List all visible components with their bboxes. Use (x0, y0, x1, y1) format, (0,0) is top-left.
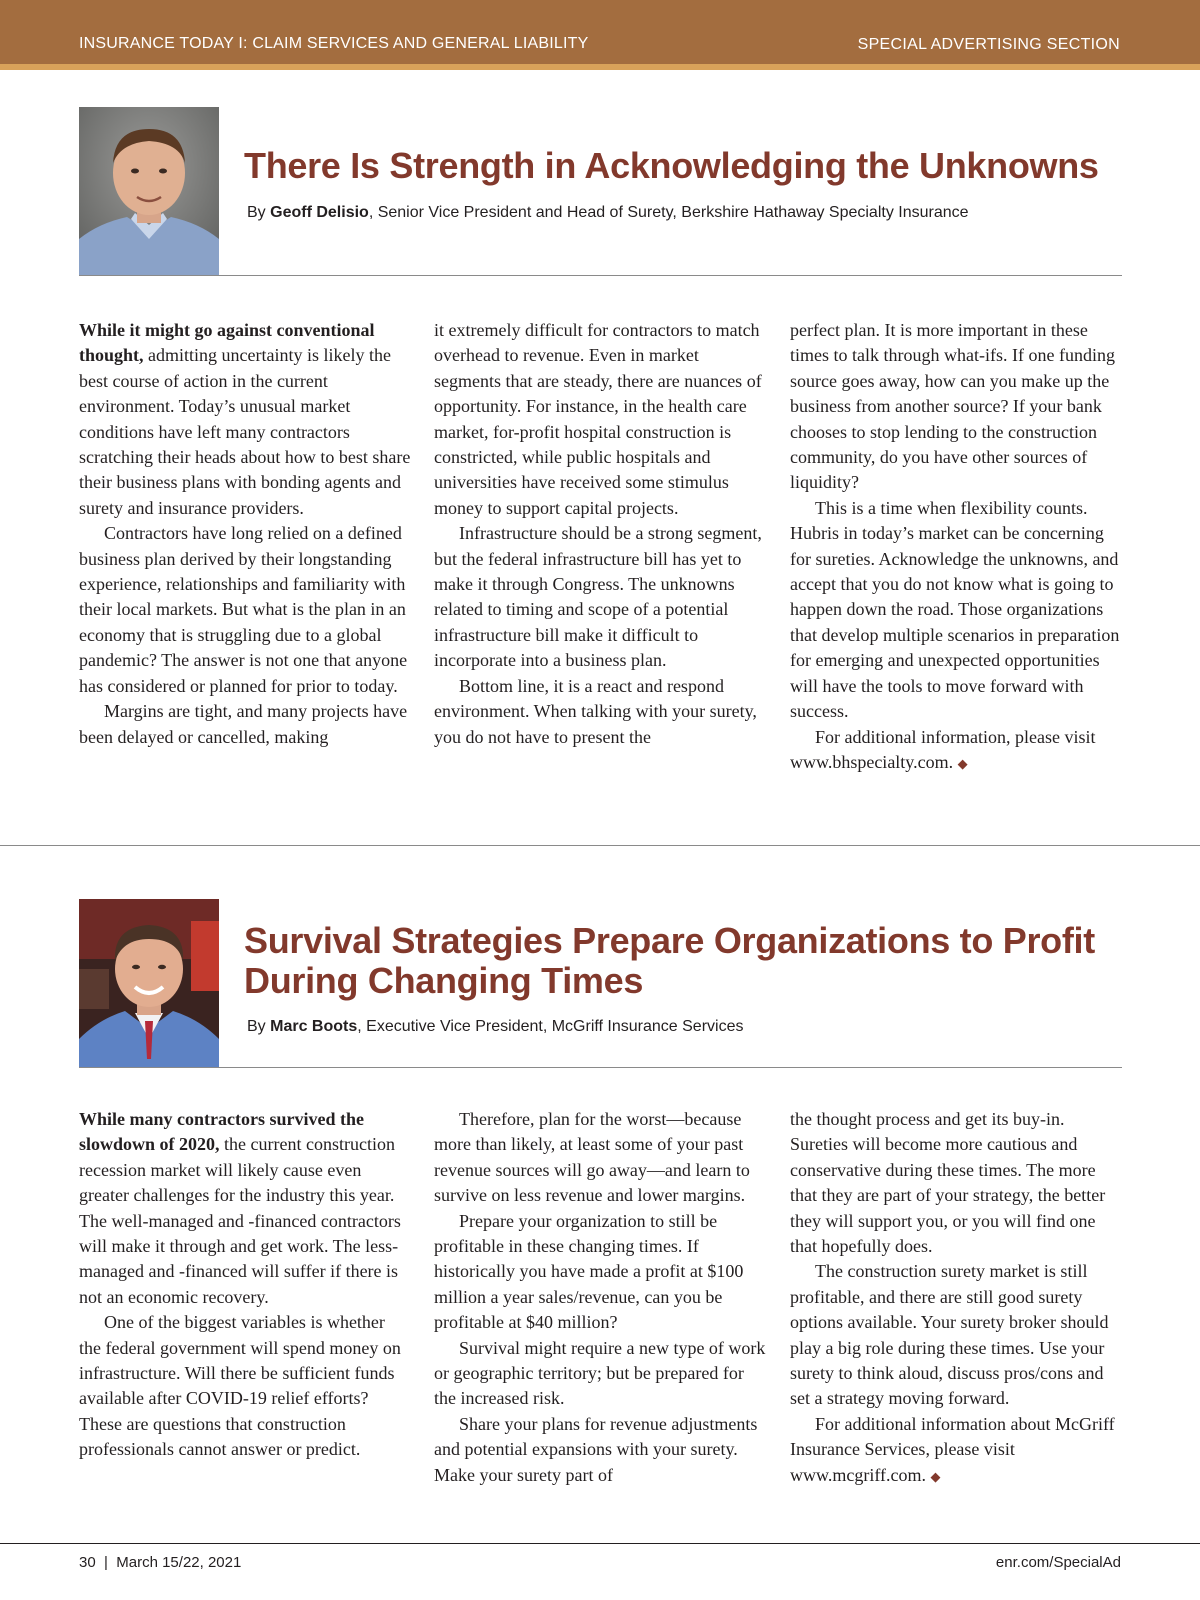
paragraph: Margins are tight, and many projects have been delayed or cancelled, making (79, 701, 408, 747)
author-photo-geoff-delisio (79, 107, 219, 275)
article-byline (247, 1016, 1027, 1037)
footer-divider (0, 1543, 1200, 1544)
advertising-label: SPECIAL ADVERTISING SECTION (857, 36, 1120, 53)
author-photo-marc-boots (79, 899, 219, 1067)
paragraph: The construction surety market is still profitable, and there are still good surety options available. Your surety broker should play a big role during these times. Use your surety to think aloud, discuss pros/cons and set a strategy moving forward. (790, 1261, 1109, 1409)
paragraph: This is a time when flexibility counts. Hubris in today’s market can be concerning for sureties. Acknowledge the unknowns, and accept that you do not know what is going to happen down the road. Those organizations that develop multiple scenarios in preparation for emerging and unexpected opportunities will have the tools to move forward with success. (790, 497, 1120, 722)
author-name: Marc Boots (270, 1018, 358, 1035)
header-accent-line (0, 64, 1200, 70)
paragraph-text: For additional information, please visit www.bhspecialty.com. (790, 726, 1096, 772)
byline-prefix: By (247, 204, 266, 221)
paragraph: it extremely difficult for contractors to match overhead to revenue. Even in market segments that are steady, there are nuances of opportunity. For instance, in the health care market, for-profit hospital construction is constricted, while public hospitals and universities have received some stimulus money to support capital projects. (434, 320, 762, 518)
article-byline (247, 202, 1027, 223)
article-separator (0, 845, 1200, 846)
end-mark-icon: ◆ (957, 755, 968, 771)
lead-in: While many contractors survived the slowdown of 2020, (79, 1109, 364, 1155)
byline-prefix: By (247, 1018, 266, 1035)
paragraph (790, 1412, 1122, 1489)
portrait-icon (79, 107, 219, 275)
paragraph: Infrastructure should be a strong segment, but the federal infrastructure bill has yet to make it through Congress. The unknowns related to timing and scope of a potential infrastructure bill make it difficult to incorporate into a business plan. (434, 523, 762, 671)
article-column-3 (790, 318, 1122, 776)
article-column-1 (79, 1107, 411, 1463)
page-info: 30 | March 15/22, 2021 (79, 1554, 242, 1571)
paragraph (79, 1107, 411, 1310)
title-line: During Changing Times (244, 960, 644, 1001)
article-title (244, 921, 1124, 1001)
author-name: Geoff Delisio (270, 204, 369, 221)
portrait-icon (79, 899, 219, 1067)
author-title: , Senior Vice President and Head of Surety, Berkshire Hathaway Specialty Insurance (368, 204, 969, 221)
paragraph-text: For additional information about McGriff Insurance Services, please visit www.mcgriff.com. (790, 1413, 1115, 1485)
article-column-2 (434, 318, 766, 750)
article-column-3 (790, 1107, 1122, 1489)
paragraph-text: admitting uncertainty is likely the best course of action in the current environment. Today’s unusual market conditions have left many contractors scratching their heads about how to best share their business plans with bonding agents and surety and insurance providers. (79, 345, 411, 518)
article-title: There Is Strength in Acknowledging the Unknowns (244, 145, 1099, 186)
article-column-1 (79, 318, 411, 750)
paragraph (790, 725, 1122, 777)
divider (79, 275, 1122, 276)
section-title: INSURANCE TODAY I: CLAIM SERVICES AND GENERAL LIABILITY (79, 35, 589, 52)
title-line: Survival Strategies Prepare Organizations to Profit (244, 920, 1095, 961)
paragraph: One of the biggest variables is whether the federal government will spend money on infrastructure. Will there be sufficient funds available after COVID-19 relief efforts? These are questions that construction professionals cannot answer or predict. (79, 1312, 401, 1460)
paragraph: perfect plan. It is more important in these times to talk through what-ifs. If one funding source goes away, how can you make up the business from another source? If your bank chooses to stop lending to the construction community, do you have other sources of liquidity? (790, 320, 1115, 493)
paragraph (79, 318, 411, 521)
paragraph: Share your plans for revenue adjustments and potential expansions with your surety. Make your surety part of (434, 1413, 758, 1485)
paragraph-text: the current construction recession market will likely cause even greater challenges for the industry this year. The well-managed and -financed contractors will make it through and get work. The less-managed and -financed will suffer if there is not an economic recovery. (79, 1134, 401, 1307)
author-title: , Executive Vice President, McGriff Insurance Services (357, 1018, 744, 1035)
section-header-bar (0, 0, 1200, 64)
footer-url: enr.com/SpecialAd (995, 1554, 1121, 1571)
paragraph: Contractors have long relied on a defined business plan derived by their longstanding experience, relationships and familiarity with their local markets. But what is the plan in an economy that is struggling due to a global pandemic? The answer is not one that anyone has considered or planned for prior to today. (79, 523, 408, 696)
end-mark-icon: ◆ (930, 1468, 941, 1484)
paragraph: Bottom line, it is a react and respond environment. When talking with your surety, you do not have to present the (434, 675, 757, 747)
paragraph: Survival might require a new type of work or geographic territory; but be prepared for the increased risk. (434, 1337, 766, 1409)
paragraph: Therefore, plan for the worst—because more than likely, at least some of your past revenue sources will go away—and learn to survive on less revenue and lower margins. (434, 1109, 750, 1206)
divider (79, 1067, 1122, 1068)
article-column-2 (434, 1107, 766, 1488)
paragraph: the thought process and get its buy-in. Sureties will become more cautious and conservative during these times. The more that they are part of your strategy, the better they will support you, or you will find one that hopefully does. (790, 1109, 1106, 1257)
paragraph: Prepare your organization to still be profitable in these changing times. If historically you have made a profit at $100 million a year sales/revenue, can you be profitable at $40 million? (434, 1210, 744, 1333)
lead-in: While it might go against conventional thought, (79, 320, 375, 366)
